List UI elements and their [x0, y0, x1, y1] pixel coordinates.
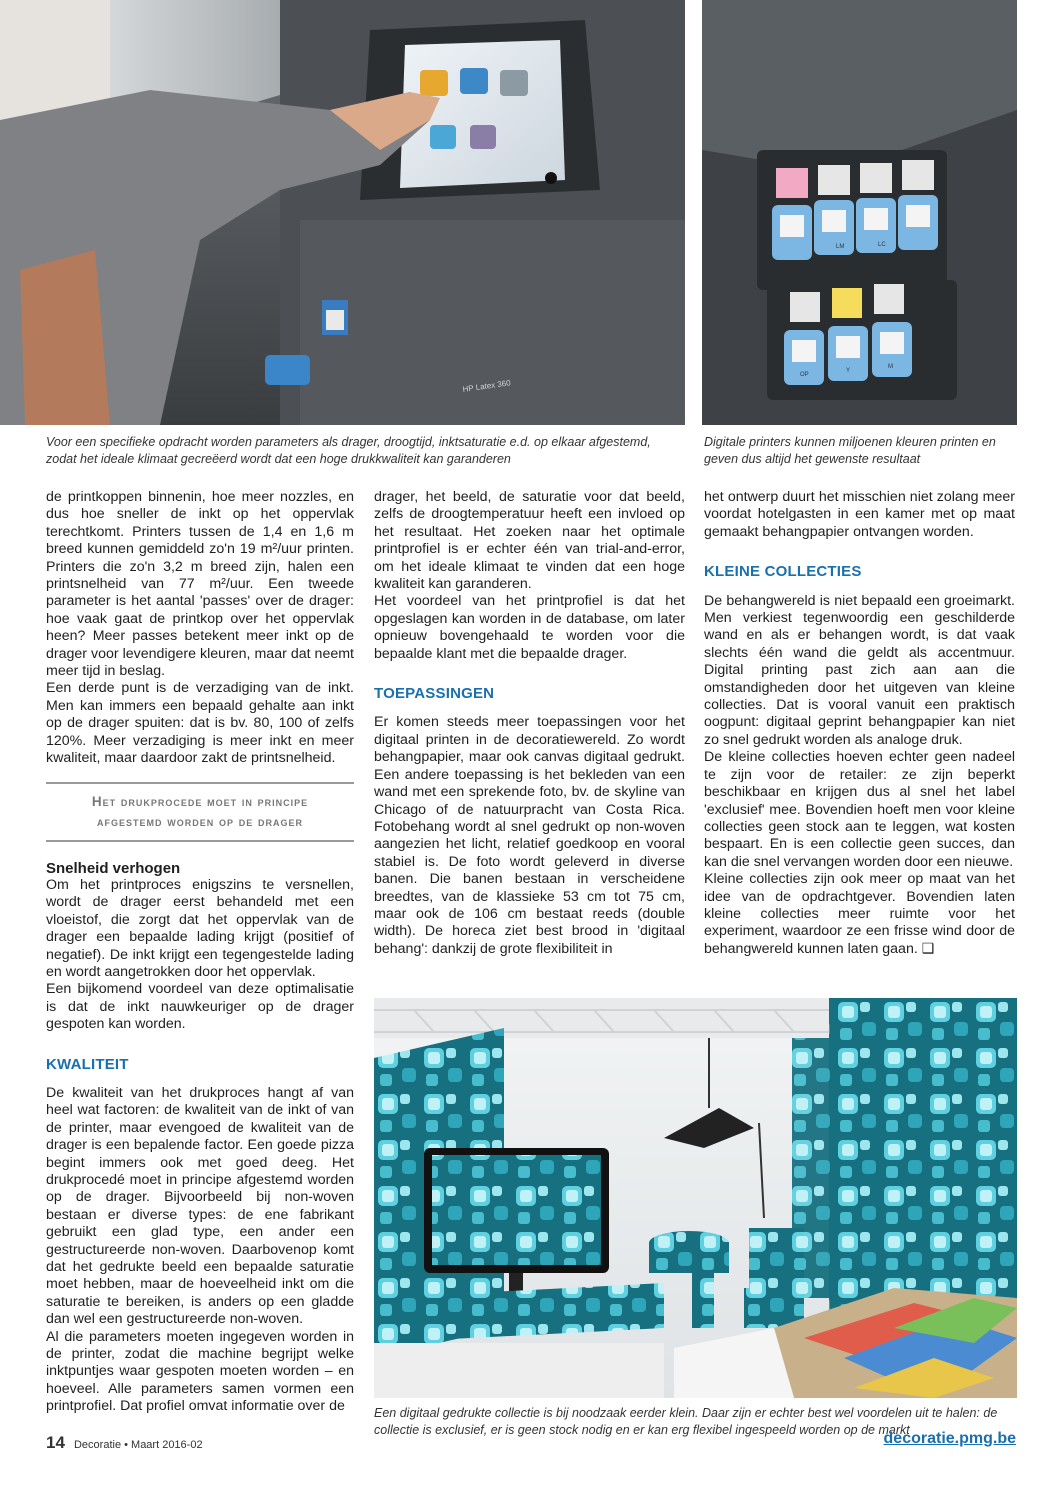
- collection-photo: [374, 998, 1017, 1398]
- paragraph: het ontwerp duurt het misschien niet zolang meer voordat hotelgasten in een kamer met op maat gemaakt behangpapier ontvangen worden.: [704, 489, 1015, 540]
- subheading-snelheid: Snelheid verhogen: [46, 859, 181, 877]
- paragraph: Een derde punt is de verzadiging van de inkt. Men kan immers een bepaald gehalte aan inkt op de drager spuiten: dat is bv. 80, 100 of zelfs 120%. Meer verzadiging is meer inkt en meer kwaliteit, maar daardoor zakt de printsnelheid.: [46, 680, 354, 767]
- cartridge-row-bottom: [784, 284, 912, 385]
- caption-printer: Voor een specifieke opdracht worden parameters als drager, droogtijd, inktsaturatie e.d. op elkaar afgestemd, zodat het ideale klimaat gecreëerd wordt dat een hoge drukkwaliteit kan garanderen: [46, 435, 651, 466]
- paragraph: Er komen steeds meer toepassingen voor het digitaal printen in de decoratiewereld. Zo wordt behangpapier, maar ook canvas digitaal gedrukt. Een andere toepassing is het bekleden van een wand met een sprekende foto, bv. de skyline van Chicago of de natuurpracht van Costa Rica. Fotobehang wordt al snel gedrukt op non-woven aangezien het licht, relatief goedkoop en vooral stabiel is. De foto wordt geleverd in diverse banen. Die banen bestaan in verscheidene breedtes, van de klassieke 53 cm tot 75 cm, maar ook de 106 cm bestaat reeds (double width). De horeca ziet best brood in 'digitaal behang': dankzij de grote flexibiliteit in: [374, 714, 685, 957]
- ink-cartridges-photo: [702, 0, 1017, 425]
- paragraph: Al die parameters moeten ingegeven worden in de printer, zodat die machine begrijpt welke inktpuntjes waar gespoten moeten worden – en hoeveel. Alle parameters samen vormen een printprofiel. Dat profiel omvat informatie over de: [46, 1328, 354, 1415]
- caption-collection: Een digitaal gedrukte collectie is bij noodzaak eerder klein. Daar zijn er echter best wel voordelen uit te halen: de collectie is exclusief, er is geen stock nodig en er kan erg flexibel ingespeeld worden op de markt: [374, 1406, 998, 1437]
- paragraph: De kwaliteit van het drukproces hangt af van heel wat factoren: de kwaliteit van de inkt of van de printer, maar evengoed de kwaliteit van de drager is een bepalende factor. Een goede pizza begint immers ook met goed deeg. Het drukprocedé moet in principe afgestemd worden op de drager. Bijvoorbeeld bij non-woven bestaan er diverse types: de ene fabrikant gebruikt een glad type, een ander een gestructureerde non-woven. Daarbovenop komt dat het gedrukte beeld een bepaalde saturatie moet hebben, maar de hoeveelheid inkt om die saturatie te bereiken, is anders op een gladde dan wel een gestructureerde non-woven.: [46, 1084, 354, 1328]
- svg-text:LC: LC: [878, 242, 886, 248]
- page-footer: [46, 1433, 203, 1453]
- paragraph: Een bijkomend voordeel van deze optimalisatie is dat de inkt nauwkeuriger op de drager gespoten kan worden.: [46, 981, 354, 1033]
- column-1: [46, 489, 354, 1416]
- heading-kleine-collecties: KLEINE COLLECTIES: [704, 563, 862, 581]
- paragraph: De kleine collecties hoeven echter geen nadeel te zijn voor de retailer: ze zijn beperkt beschikbaar en krijgen dus al snel het label 'exclusief' mee. Bovendien hoeft men voor kleine collecties geen stock aan te leggen, wat kosten bespaart. En is een collectie geen succes, dan kan die snel vervangen worden door een nieuwe.: [704, 749, 1015, 870]
- paragraph: de printkoppen binnenin, hoe meer nozzles, en dus hoe sneller de inkt op het oppervlak terechtkomt. Printers tussen de 1,4 en 1,6 m breed kunnen gemiddeld zo'n 19 m²/uur printen. Printers die zo'n 3,2 m breed zijn, halen een printsnelheid van 77 m²/uur. Een tweede parameter is het aantal 'passes' over de drager: hoe vaak gaat de printkop over het oppervlak heen? Meer passes betekent meer inkt op de drager voor levendigere kleuren, maar dat neemt meer tijd in beslag.: [46, 489, 354, 680]
- pull-quote: [46, 782, 354, 842]
- issue-label: Decoratie • Maart 2016-02: [73, 1439, 203, 1451]
- paragraph: De behangwereld is niet bepaald een groeimarkt. Men verkiest tegenwoordig een geschilderde wand en als er behangen wordt, is dat vaak slechts één wand die geldt als accentmuur. Digital printing past zich aan aan die omstandigheden door het uitgeven van kleine collecties. Dat is vooral vanuit een praktisch oogpunt: digitaal geprint behangpapier kan niet zo snel gedrukt worden als analoge druk.: [704, 592, 1015, 748]
- svg-text:M: M: [888, 364, 893, 370]
- pull-quote-line: afgestemd worden op de drager: [96, 813, 303, 829]
- paragraph: drager, het beeld, de saturatie voor dat beeld, zelfs de droogtemperatuur heeft een invloed op het resultaat. Het zoeken naar het optimale printprofiel is er echter één van trial-and-error, om het ideale klimaat te vinden dat een hoge kwaliteit kan garanderen.: [374, 489, 685, 593]
- paragraph: Kleine collecties zijn ook meer op maat van het idee van de opdrachtgever. Bovendien laten kleine collecties meer ruimte voor het experiment, waardoor ze een frisse wind door de behangwereld kunnen laten gaan. ❑: [704, 871, 1015, 957]
- heading-kwaliteit: KWALITEIT: [46, 1055, 129, 1073]
- svg-text:LM: LM: [836, 244, 845, 250]
- paragraph: Om het printproces enigszins te versnellen, wordt de drager eerst behandeld met een vloeistof, die zorgt dat het oppervlak van de drager een bepaalde lading krijgt (positief of negatief). De inkt krijgt een tegengestelde lading en wordt aangetrokken door het oppervlak.: [46, 876, 354, 980]
- caption-inks: Digitale printers kunnen miljoenen kleuren printen en geven dus altijd het gewenste resultaat: [704, 435, 996, 466]
- column-2: [374, 489, 685, 958]
- printer-model-label: HP Latex 360: [462, 378, 512, 394]
- site-link[interactable]: decoratie.pmg.be: [883, 1430, 1016, 1447]
- svg-text:OP: OP: [800, 372, 809, 378]
- column-3: [704, 489, 1015, 958]
- svg-text:Y: Y: [846, 368, 851, 374]
- heading-toepassingen: TOEPASSINGEN: [374, 685, 495, 703]
- paragraph: Het voordeel van het printprofiel is dat het opgeslagen kan worden in de database, om later opnieuw bovengehaald te worden voor die bepaalde klant met die bepaalde drager.: [374, 593, 685, 662]
- pull-quote-line: Het drukprocede moet in principe: [91, 793, 309, 809]
- printer-photo: [0, 0, 685, 425]
- page-number: 14: [46, 1433, 65, 1452]
